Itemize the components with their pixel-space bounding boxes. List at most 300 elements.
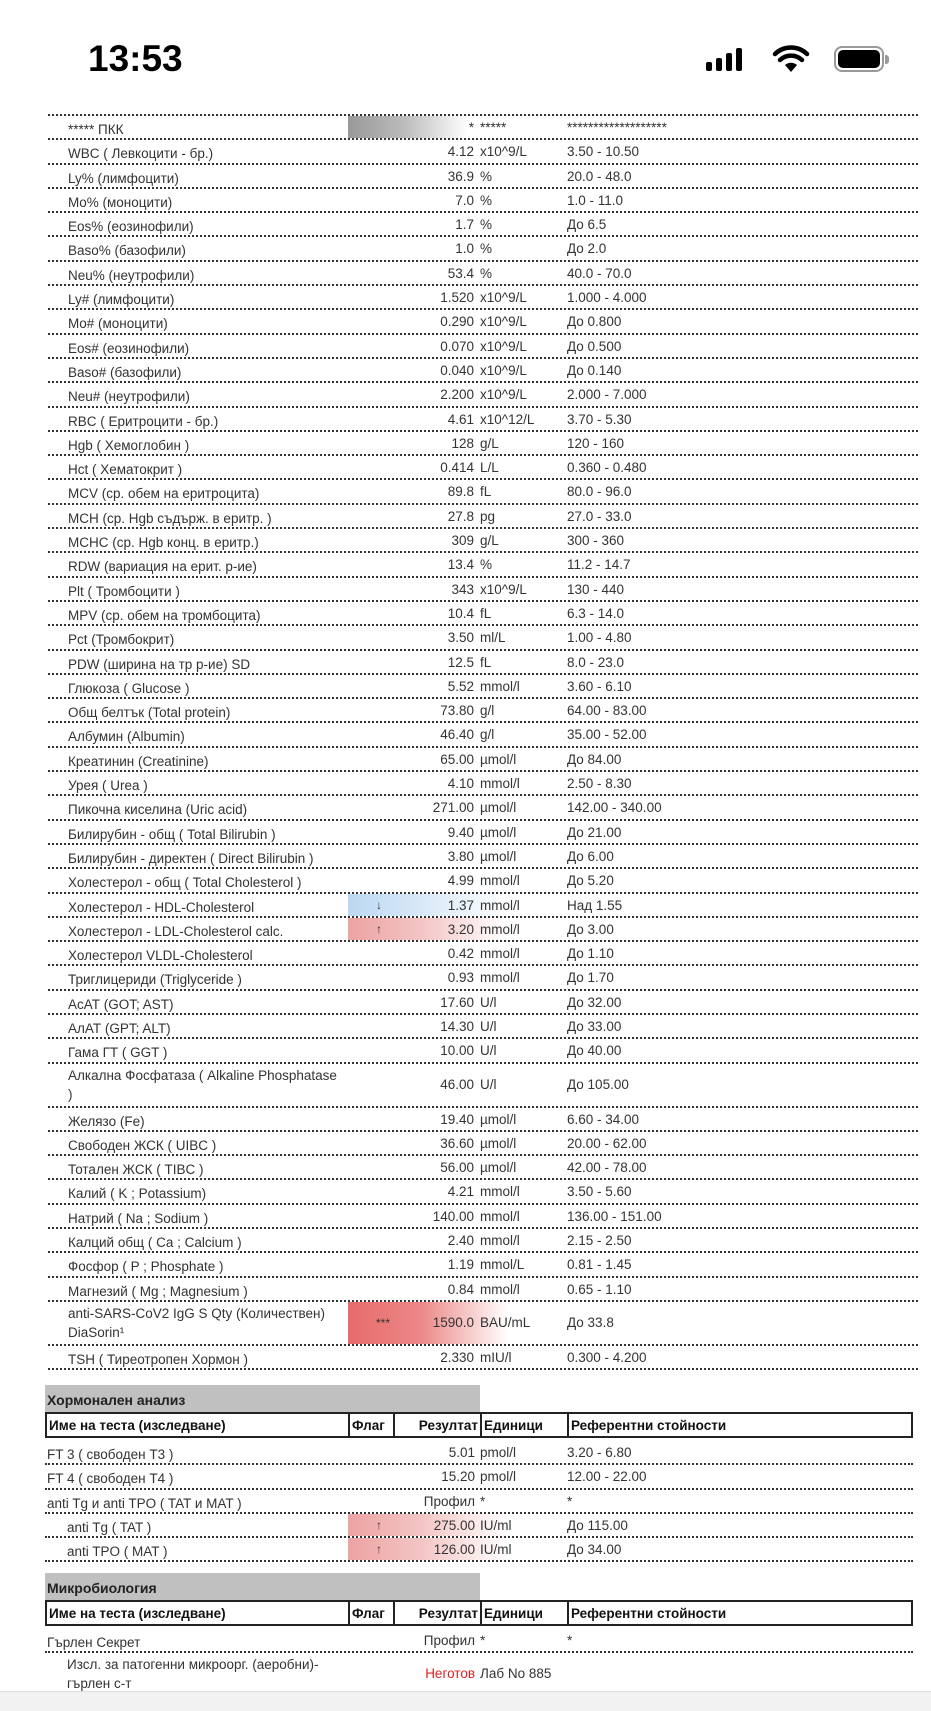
test-name: Желязо (Fe) — [68, 1113, 145, 1129]
table-row — [45, 1441, 913, 1465]
reference-range: Над 1.55 — [567, 897, 623, 913]
result-value: 2.200 — [440, 387, 474, 403]
reference-range: 0.360 - 0.480 — [567, 460, 647, 476]
unit: ***** — [480, 120, 507, 135]
unit: mmol/l — [480, 1208, 520, 1224]
table-row — [48, 335, 918, 359]
reference-range: 0.65 - 1.10 — [567, 1281, 632, 1297]
result-value: 0.93 — [447, 970, 474, 986]
table-row — [45, 1514, 913, 1538]
unit: mmol/l — [480, 921, 520, 937]
result-value: 0.290 — [440, 314, 474, 330]
unit: % — [480, 265, 493, 281]
table-row — [48, 383, 918, 407]
reference-range: До 32.00 — [567, 994, 622, 1010]
table-row — [48, 1156, 918, 1180]
table-row — [48, 456, 918, 480]
result-value: 17.60 — [440, 994, 474, 1010]
reference-range: 3.70 - 5.30 — [567, 411, 632, 427]
reference-range: 1.0 - 11.0 — [567, 192, 624, 208]
unit: x10^9/L — [480, 144, 527, 160]
table-row — [48, 845, 918, 869]
reference-range: До 3.00 — [567, 921, 614, 937]
reference-range: 64.00 - 83.00 — [567, 703, 647, 719]
test-name: Фосфор ( P ; Phosphate ) — [68, 1259, 224, 1275]
reference-range: 11.2 - 14.7 — [567, 557, 631, 573]
test-name: Baso# (базофили) — [68, 364, 182, 380]
result-value: 1.37 — [447, 897, 474, 913]
test-name: Ly# (лимфоцити) — [68, 292, 175, 308]
table-row — [48, 748, 918, 772]
result-value: 12.5 — [447, 654, 474, 670]
reference-range: До 21.00 — [567, 824, 622, 840]
table-row — [48, 1302, 918, 1346]
table-row — [48, 918, 918, 942]
unit: pmol/l — [480, 1469, 517, 1485]
flag-cell: ↑ — [348, 918, 508, 940]
reference-range: До 5.20 — [567, 873, 614, 889]
table-row — [48, 359, 918, 383]
table-row — [48, 1253, 918, 1277]
test-name: RBC ( Еритроцити - бр.) — [68, 413, 219, 429]
section — [45, 1385, 913, 1562]
table-row — [48, 1108, 918, 1132]
header-flag: Флаг — [350, 1602, 395, 1624]
reference-range: 0.300 - 4.200 — [567, 1349, 647, 1365]
reference-range: 42.00 - 78.00 — [567, 1160, 647, 1176]
test-name: Алкална Фосфатаза ( Alkaline Phosphatase ) — [68, 1067, 337, 1102]
table-row — [48, 1205, 918, 1229]
unit: pg — [480, 508, 496, 524]
reference-range: До 33.8 — [567, 1314, 614, 1330]
test-name: Натрий ( Na ; Sodium ) — [68, 1210, 209, 1226]
test-name: АлАТ (GPT; ALT) — [68, 1020, 171, 1036]
header-name: Име на теста (изследване) — [47, 1602, 350, 1624]
unit: ml/L — [480, 630, 506, 646]
table-header — [45, 1600, 913, 1626]
result-value: 19.40 — [440, 1111, 474, 1127]
table-row — [48, 796, 918, 820]
unit: mmol/l — [480, 1281, 520, 1297]
test-name: Mo% (моноцити) — [68, 194, 173, 210]
result-value: Неготов — [425, 1666, 475, 1682]
test-name: Билирубин - общ ( Total Bilirubin ) — [68, 826, 276, 842]
table-row — [45, 1490, 913, 1514]
table-row — [48, 116, 918, 140]
reference-range: * — [567, 1633, 573, 1648]
table-row — [48, 1346, 918, 1370]
header-reference: Референтни стойности — [571, 1606, 727, 1621]
table-row — [48, 821, 918, 845]
test-name: Калций общ ( Ca ; Calcium ) — [68, 1235, 242, 1251]
test-name: MCH (ср. Hgb съдърж. в еритр. ) — [68, 510, 272, 526]
table-row — [48, 140, 918, 164]
unit: pmol/l — [480, 1445, 517, 1460]
test-name: АсАТ (GOT; AST) — [68, 996, 174, 1012]
test-name: Урея ( Urea ) — [68, 778, 148, 794]
test-name: Гама ГТ ( GGT ) — [68, 1045, 168, 1061]
result-value: 275.00 — [433, 1517, 475, 1533]
result-value: 1.520 — [440, 290, 474, 306]
reference-range: До 40.00 — [567, 1043, 622, 1059]
header-name: Име на теста (изследване) — [47, 1414, 350, 1436]
table-row — [48, 966, 918, 990]
reference-range: До 84.00 — [567, 751, 622, 767]
table-row — [48, 942, 918, 966]
test-name: anti-SARS-CoV2 IgG S Qty (Количествен) DiaSorin¹ — [68, 1305, 326, 1340]
header-result: Резултат — [395, 1414, 482, 1436]
unit: * — [480, 1493, 486, 1509]
results-table — [48, 114, 918, 1370]
unit: µmol/l — [480, 848, 517, 864]
table-row — [45, 1629, 913, 1653]
test-name: Общ белтък (Total protein) — [68, 705, 231, 721]
result-value: 1.7 — [455, 217, 474, 233]
table-row — [48, 262, 918, 286]
test-name: Гърлен Секрет — [47, 1635, 141, 1650]
test-name: Креатинин (Creatinine) — [68, 753, 209, 769]
unit: IU/ml — [480, 1517, 512, 1533]
result-value: 7.0 — [455, 192, 474, 208]
unit: IU/ml — [480, 1542, 512, 1558]
result-value: 73.80 — [440, 703, 474, 719]
result-value: 56.00 — [440, 1160, 474, 1176]
test-name: Триглицериди (Triglyceride ) — [68, 972, 242, 988]
test-name: Холестерол - общ ( Total Cholesterol ) — [68, 875, 302, 891]
table-row — [48, 1039, 918, 1063]
reference-range: 130 - 440 — [567, 581, 625, 597]
test-name: MPV (ср. обем на тромбоцита) — [68, 607, 261, 623]
reference-range: 0.81 - 1.45 — [567, 1257, 632, 1273]
test-name: Албумин (Albumin) — [68, 729, 185, 745]
reference-range: 8.0 - 23.0 — [567, 654, 625, 670]
reference-range: 3.50 - 5.60 — [567, 1184, 632, 1200]
unit: fL — [480, 605, 492, 621]
reference-range: 2.50 - 8.30 — [567, 776, 632, 792]
test-name: FT 3 ( свободен T3 ) — [47, 1447, 174, 1462]
test-name: Холестерол - HDL-Cholesterol — [68, 899, 255, 915]
result-value: 0.42 — [447, 946, 474, 962]
test-name: PDW (ширина на тр р-ие) SD — [68, 656, 251, 672]
wifi-icon — [772, 44, 810, 74]
table-row — [48, 578, 918, 602]
reference-range: 3.50 - 10.50 — [567, 144, 640, 160]
result-value: 65.00 — [440, 751, 474, 767]
unit: U/l — [480, 1076, 497, 1092]
result-value: 3.20 — [447, 921, 474, 937]
reference-range: * — [567, 1493, 573, 1509]
test-name: Калий ( K ; Potassium) — [68, 1186, 207, 1202]
reference-range: 136.00 - 151.00 — [567, 1208, 662, 1224]
test-name: FT 4 ( свободен T4 ) — [47, 1471, 174, 1487]
test-name: anti Tg ( TAT ) — [67, 1519, 152, 1535]
test-name: MCHC (ср. Hgb конц. в еритр.) — [68, 535, 259, 551]
reference-range: 80.0 - 96.0 — [567, 484, 632, 500]
reference-range: До 6.00 — [567, 848, 614, 864]
unit: g/L — [480, 435, 499, 451]
unit: mmol/l — [480, 1184, 520, 1200]
result-value: 10.4 — [447, 605, 474, 621]
test-name: Mo# (моноцити) — [68, 316, 168, 332]
table-row — [48, 286, 918, 310]
unit: BAU/mL — [480, 1314, 531, 1330]
test-name: Baso% (базофили) — [68, 243, 186, 259]
test-name: Plt ( Тромбоцити ) — [68, 583, 180, 599]
table-row — [48, 1132, 918, 1156]
table-row — [48, 991, 918, 1015]
test-name: Свободен ЖСК ( UIBC ) — [68, 1137, 217, 1153]
result-value: Профил — [423, 1633, 475, 1648]
header-result: Резултат — [395, 1602, 482, 1624]
result-value: 36.60 — [440, 1135, 474, 1151]
table-row — [48, 675, 918, 699]
reference-range: До 1.70 — [567, 970, 614, 986]
result-value: 0.414 — [440, 460, 474, 476]
unit: mmol/l — [480, 678, 520, 694]
test-name: Hct ( Хематокрит ) — [68, 462, 183, 478]
test-name: RDW (вариация на ерит. р-ие) — [68, 559, 257, 575]
reference-range: До 0.140 — [567, 362, 622, 378]
header-unit: Единици — [482, 1602, 569, 1624]
test-name: Neu# (неутрофили) — [68, 389, 190, 405]
result-value: 10.00 — [440, 1043, 474, 1059]
flag-cell: *** — [348, 1302, 508, 1344]
result-value: 1590.0 — [432, 1314, 474, 1330]
reference-range: 40.0 - 70.0 — [567, 265, 632, 281]
reference-range: 35.00 - 52.00 — [567, 727, 647, 743]
unit: x10^12/L — [480, 411, 535, 427]
table-row — [48, 165, 918, 189]
table-row — [48, 432, 918, 456]
table-row — [48, 408, 918, 432]
table-row — [48, 310, 918, 334]
table-row — [48, 505, 918, 529]
table-row — [48, 1278, 918, 1302]
reference-range: 6.60 - 34.00 — [567, 1111, 640, 1127]
test-name: TSH ( Тиреотропен Хормон ) — [68, 1351, 249, 1367]
reference-range: 20.00 - 62.00 — [567, 1135, 647, 1151]
unit: x10^9/L — [480, 387, 527, 403]
table-row — [48, 869, 918, 893]
result-value: 0.84 — [447, 1281, 474, 1297]
reference-range: 12.00 - 22.00 — [567, 1469, 647, 1485]
table-row — [48, 772, 918, 796]
table-row — [48, 699, 918, 723]
result-value: 1.19 — [447, 1257, 474, 1273]
unit: x10^9/L — [480, 314, 527, 330]
result-value: 4.12 — [447, 144, 474, 160]
result-value: 53.4 — [447, 265, 474, 281]
test-name: Neu% (неутрофили) — [68, 267, 195, 283]
result-value: 3.50 — [447, 630, 474, 646]
result-value: 126.00 — [433, 1542, 475, 1558]
result-value: Профил — [423, 1493, 475, 1509]
test-name: Eos# (еозинофили) — [68, 340, 190, 356]
result-value: 4.21 — [447, 1184, 474, 1200]
reference-range: До 34.00 — [567, 1542, 622, 1558]
unit: mmol/l — [480, 970, 520, 986]
table-row — [48, 626, 918, 650]
unit: mIU/l — [480, 1349, 512, 1365]
result-value: 46.40 — [440, 727, 474, 743]
table-row — [48, 553, 918, 577]
header-reference: Референтни стойности — [571, 1418, 727, 1433]
unit: µmol/l — [480, 800, 517, 816]
unit: mmol/L — [480, 1257, 525, 1273]
test-name: Hgb ( Хемоглобин ) — [68, 437, 190, 453]
reference-range: ******************* — [567, 120, 667, 135]
result-value: 5.01 — [448, 1445, 475, 1460]
result-value: 309 — [451, 533, 474, 549]
table-row — [48, 602, 918, 626]
reference-range: До 115.00 — [567, 1517, 628, 1533]
table-row — [48, 1229, 918, 1253]
reference-range: 1.00 - 4.80 — [567, 630, 632, 646]
table-row — [48, 480, 918, 504]
unit: x10^9/L — [480, 581, 527, 597]
section — [45, 1573, 913, 1697]
unit: g/L — [480, 533, 499, 549]
test-name: anti Tg и anti TPO ( TAT и MAT ) — [47, 1495, 242, 1511]
result-value: 0.070 — [440, 338, 474, 354]
reference-range: 6.3 - 14.0 — [567, 605, 625, 621]
unit: fL — [480, 654, 492, 670]
unit: x10^9/L — [480, 338, 527, 354]
test-name: Pct (Тромбокрит) — [68, 632, 175, 648]
table-row — [45, 1538, 913, 1562]
reference-range: До 0.800 — [567, 314, 622, 330]
table-row — [48, 651, 918, 675]
table-header — [45, 1412, 913, 1438]
test-name: Ly% (лимфоцити) — [68, 170, 179, 186]
test-name: Холестерол VLDL-Cholesterol — [68, 948, 253, 964]
test-name: Магнезий ( Mg ; Magnesium ) — [68, 1283, 248, 1299]
unit: mmol/l — [480, 946, 520, 962]
status-time: 13:53 — [88, 38, 183, 79]
unit: % — [480, 192, 493, 208]
reference-range: 300 - 360 — [567, 533, 625, 549]
table-row — [45, 1465, 913, 1489]
unit: mmol/l — [480, 776, 520, 792]
result-value: 3.80 — [447, 848, 474, 864]
test-name: ***** ПКК — [68, 122, 124, 137]
section-title: Хормонален анализ — [45, 1385, 480, 1412]
test-name: Тотален ЖСК ( TIBC ) — [68, 1162, 204, 1178]
test-name: Холестерол - LDL-Cholesterol calc. — [68, 923, 284, 939]
reference-range: 2.000 - 7.000 — [567, 387, 647, 403]
unit: x10^9/L — [480, 290, 527, 306]
unit: mmol/l — [480, 873, 520, 889]
reference-range: 3.60 - 6.10 — [567, 678, 632, 694]
result-value: 4.99 — [447, 873, 474, 889]
result-value: 1.0 — [455, 241, 474, 257]
reference-range: До 6.5 — [567, 217, 607, 233]
result-value: 15.20 — [441, 1469, 475, 1485]
result-value: 9.40 — [447, 824, 474, 840]
unit: * — [480, 1633, 486, 1648]
result-value: 128 — [451, 435, 474, 451]
table-row — [48, 213, 918, 237]
result-value: 13.4 — [447, 557, 474, 573]
reference-range: 3.20 - 6.80 — [567, 1445, 632, 1460]
table-row — [48, 529, 918, 553]
result-value: 0.040 — [440, 362, 474, 378]
result-value: 2.330 — [440, 1349, 474, 1365]
section-title: Микробиология — [45, 1573, 480, 1600]
header-unit: Единици — [482, 1414, 569, 1436]
unit: fL — [480, 484, 492, 500]
reference-range: До 105.00 — [567, 1076, 629, 1092]
result-value: 14.30 — [440, 1018, 474, 1034]
unit: U/l — [480, 1043, 497, 1059]
flag-cell: ↑ — [348, 1538, 508, 1560]
result-value: 4.10 — [447, 776, 474, 792]
unit: g/l — [480, 703, 495, 719]
reference-range: 27.0 - 33.0 — [567, 508, 632, 524]
unit: µmol/l — [480, 751, 517, 767]
result-value: 46.00 — [440, 1076, 474, 1092]
unit: µmol/l — [480, 1160, 517, 1176]
unit: % — [480, 168, 493, 184]
result-value: * — [468, 120, 474, 135]
reference-range: До 33.00 — [567, 1018, 622, 1034]
result-value: 36.9 — [447, 168, 474, 184]
result-value: 4.61 — [447, 411, 474, 427]
unit: Лаб No 885 — [480, 1666, 552, 1682]
status-bar — [0, 0, 931, 110]
test-name: Глюкоза ( Glucose ) — [68, 680, 190, 696]
test-name: Пикочна киселина (Uric acid) — [68, 802, 248, 818]
test-name: Eos% (еозинофили) — [68, 219, 194, 235]
result-value: 27.8 — [447, 508, 474, 524]
reference-range: 120 - 160 — [567, 435, 625, 451]
test-name: anti TPO ( MAT ) — [67, 1544, 168, 1560]
bottom-toolbar — [0, 1691, 931, 1711]
reference-range: 20.0 - 48.0 — [567, 168, 632, 184]
table-row — [48, 1180, 918, 1204]
reference-range: 142.00 - 340.00 — [567, 800, 662, 816]
table-row — [48, 723, 918, 747]
unit: µmol/l — [480, 1111, 517, 1127]
test-name: Билирубин - директен ( Direct Bilirubin ) — [68, 850, 314, 866]
unit: % — [480, 557, 493, 573]
result-value: 343 — [451, 581, 474, 597]
unit: g/l — [480, 727, 495, 743]
test-name: MCV (ср. обем на еритроцита) — [68, 486, 260, 502]
table-row — [48, 237, 918, 261]
unit: L/L — [480, 460, 499, 476]
unit: µmol/l — [480, 1135, 517, 1151]
test-name: Изсл. за патогенни микроорг. (аеробни)-гърлен с-т — [67, 1657, 319, 1692]
reference-range: До 2.0 — [567, 241, 607, 257]
unit: mmol/l — [480, 1233, 520, 1249]
cellular-signal-icon — [706, 48, 742, 71]
result-value: 2.40 — [447, 1233, 474, 1249]
table-row — [48, 1064, 918, 1108]
table-row — [48, 189, 918, 213]
table-row — [48, 1015, 918, 1039]
reference-range: До 0.500 — [567, 338, 622, 354]
unit: U/l — [480, 1018, 497, 1034]
header-flag: Флаг — [350, 1414, 395, 1436]
unit: µmol/l — [480, 824, 517, 840]
result-value: 89.8 — [447, 484, 474, 500]
result-value: 5.52 — [447, 678, 474, 694]
result-value: 140.00 — [432, 1208, 474, 1224]
test-name: WBC ( Левкоцити - бр.) — [68, 146, 214, 162]
unit: mmol/l — [480, 897, 520, 913]
unit: x10^9/L — [480, 362, 527, 378]
